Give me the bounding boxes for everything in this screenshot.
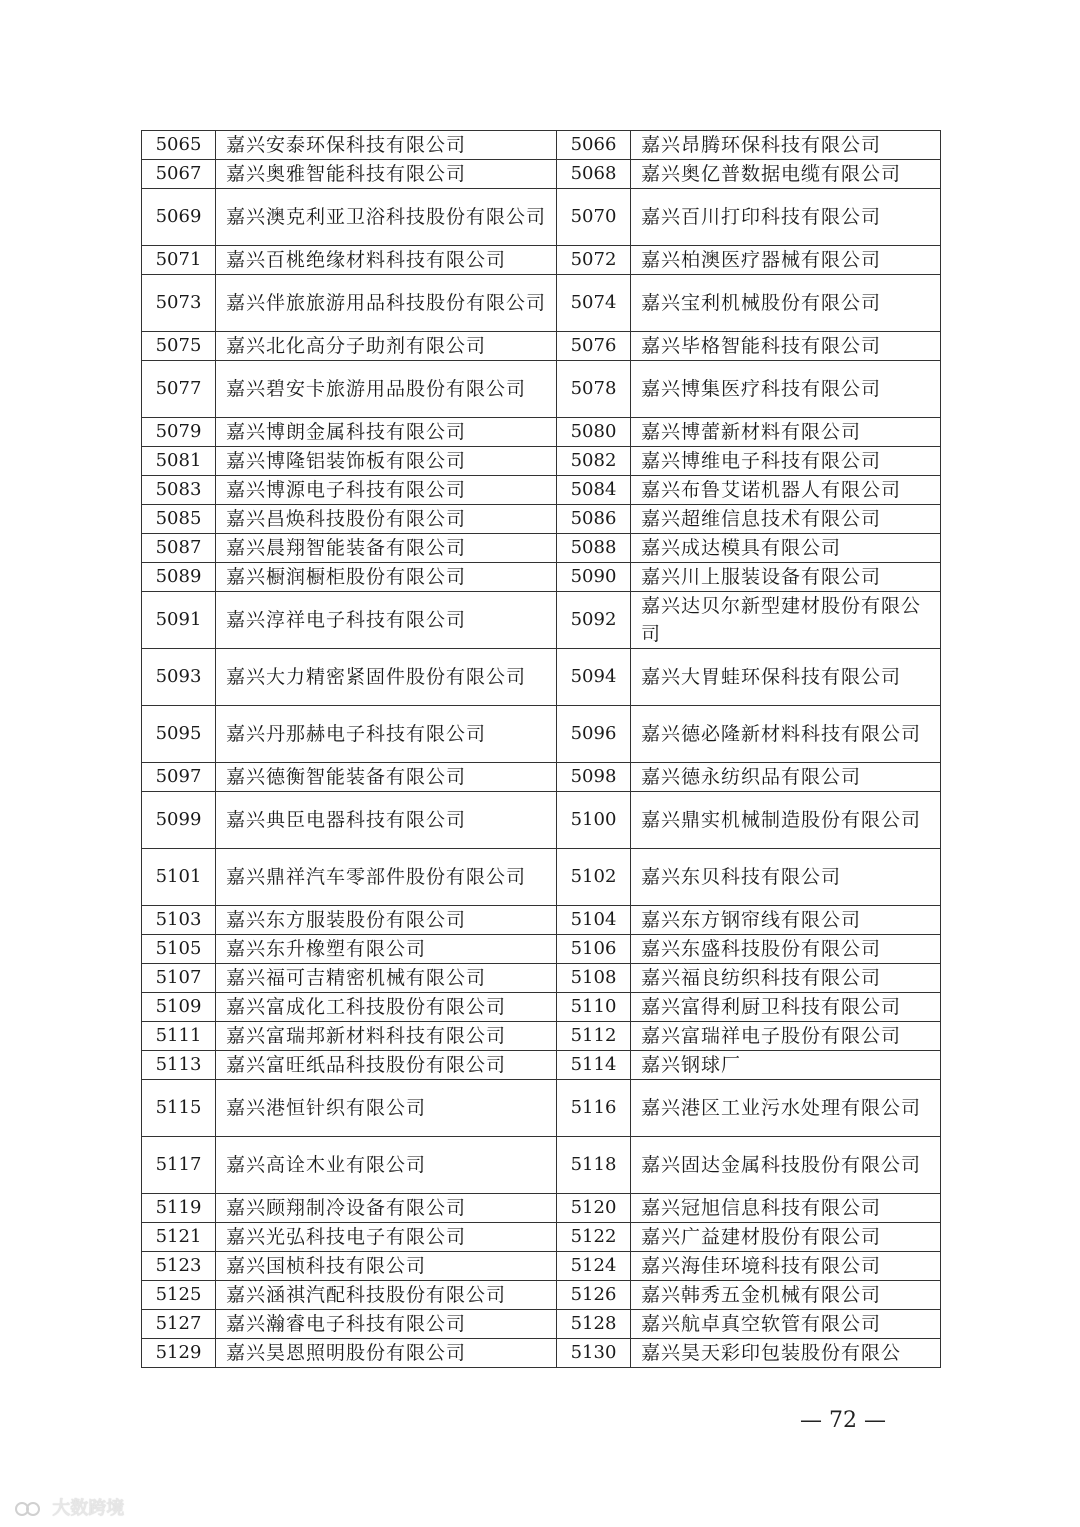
company-name: 嘉兴淳祥电子科技有限公司 xyxy=(216,592,557,649)
row-number: 5078 xyxy=(557,361,631,418)
company-name: 嘉兴光弘科技电子有限公司 xyxy=(216,1223,557,1252)
row-number: 5115 xyxy=(142,1080,216,1137)
table-row xyxy=(142,1310,941,1339)
row-number: 5114 xyxy=(557,1051,631,1080)
row-number: 5113 xyxy=(142,1051,216,1080)
row-number: 5074 xyxy=(557,275,631,332)
row-number: 5101 xyxy=(142,849,216,906)
table-row xyxy=(142,1194,941,1223)
table-row xyxy=(142,1022,941,1051)
row-number: 5068 xyxy=(557,160,631,189)
table-row xyxy=(142,649,941,706)
table-row xyxy=(142,131,941,160)
row-number: 5085 xyxy=(142,505,216,534)
company-name: 嘉兴大胃蛙环保科技有限公司 xyxy=(631,649,941,706)
watermark xyxy=(14,1494,124,1520)
company-name: 嘉兴北化高分子助剂有限公司 xyxy=(216,332,557,361)
company-name: 嘉兴顾翔制冷设备有限公司 xyxy=(216,1194,557,1223)
row-number: 5067 xyxy=(142,160,216,189)
company-name: 嘉兴海佳环境科技有限公司 xyxy=(631,1252,941,1281)
company-name: 嘉兴典臣电器科技有限公司 xyxy=(216,792,557,849)
table-row xyxy=(142,1051,941,1080)
row-number: 5117 xyxy=(142,1137,216,1194)
watermark-logo-icon xyxy=(14,1500,42,1518)
row-number: 5091 xyxy=(142,592,216,649)
row-number: 5129 xyxy=(142,1339,216,1368)
row-number: 5125 xyxy=(142,1281,216,1310)
row-number: 5089 xyxy=(142,563,216,592)
row-number: 5098 xyxy=(557,763,631,792)
row-number: 5065 xyxy=(142,131,216,160)
table-row xyxy=(142,534,941,563)
row-number: 5082 xyxy=(557,447,631,476)
company-name: 嘉兴丹那赫电子科技有限公司 xyxy=(216,706,557,763)
company-name: 嘉兴博维电子科技有限公司 xyxy=(631,447,941,476)
table-row xyxy=(142,964,941,993)
row-number: 5081 xyxy=(142,447,216,476)
row-number: 5087 xyxy=(142,534,216,563)
company-name: 嘉兴大力精密紧固件股份有限公司 xyxy=(216,649,557,706)
row-number: 5122 xyxy=(557,1223,631,1252)
company-name: 嘉兴博集医疗科技有限公司 xyxy=(631,361,941,418)
company-name: 嘉兴涵祺汽配科技股份有限公司 xyxy=(216,1281,557,1310)
row-number: 5075 xyxy=(142,332,216,361)
row-number: 5084 xyxy=(557,476,631,505)
row-number: 5092 xyxy=(557,592,631,649)
row-number: 5105 xyxy=(142,935,216,964)
row-number: 5095 xyxy=(142,706,216,763)
company-name: 嘉兴高诠木业有限公司 xyxy=(216,1137,557,1194)
company-name: 嘉兴富旺纸品科技股份有限公司 xyxy=(216,1051,557,1080)
row-number: 5109 xyxy=(142,993,216,1022)
company-name: 嘉兴德永纺织品有限公司 xyxy=(631,763,941,792)
company-name: 嘉兴东升橡塑有限公司 xyxy=(216,935,557,964)
table-row xyxy=(142,476,941,505)
row-number: 5076 xyxy=(557,332,631,361)
row-number: 5123 xyxy=(142,1252,216,1281)
row-number: 5070 xyxy=(557,189,631,246)
company-name: 嘉兴安泰环保科技有限公司 xyxy=(216,131,557,160)
company-table xyxy=(141,130,941,1368)
table-row xyxy=(142,418,941,447)
row-number: 5083 xyxy=(142,476,216,505)
table-row xyxy=(142,1137,941,1194)
company-name: 嘉兴德衡智能装备有限公司 xyxy=(216,763,557,792)
company-name: 嘉兴橱润橱柜股份有限公司 xyxy=(216,563,557,592)
company-name: 嘉兴东方服装股份有限公司 xyxy=(216,906,557,935)
row-number: 5103 xyxy=(142,906,216,935)
company-name: 嘉兴达贝尔新型建材股份有限公司 xyxy=(631,592,941,649)
table-row xyxy=(142,993,941,1022)
company-name: 嘉兴毕格智能科技有限公司 xyxy=(631,332,941,361)
table-row xyxy=(142,361,941,418)
row-number: 5079 xyxy=(142,418,216,447)
table-row xyxy=(142,849,941,906)
table-row xyxy=(142,1281,941,1310)
table-row xyxy=(142,706,941,763)
company-name: 嘉兴博隆铝装饰板有限公司 xyxy=(216,447,557,476)
watermark-text: 大数跨境 xyxy=(52,1498,125,1519)
company-name: 嘉兴东盛科技股份有限公司 xyxy=(631,935,941,964)
company-name: 嘉兴富得利厨卫科技有限公司 xyxy=(631,993,941,1022)
company-name: 嘉兴鼎实机械制造股份有限公司 xyxy=(631,792,941,849)
company-name: 嘉兴奥亿普数据电缆有限公司 xyxy=(631,160,941,189)
row-number: 5077 xyxy=(142,361,216,418)
row-number: 5080 xyxy=(557,418,631,447)
row-number: 5097 xyxy=(142,763,216,792)
table-row xyxy=(142,246,941,275)
company-name: 嘉兴富瑞祥电子股份有限公司 xyxy=(631,1022,941,1051)
company-name: 嘉兴东方钢帘线有限公司 xyxy=(631,906,941,935)
row-number: 5119 xyxy=(142,1194,216,1223)
table-row xyxy=(142,592,941,649)
row-number: 5124 xyxy=(557,1252,631,1281)
row-number: 5126 xyxy=(557,1281,631,1310)
row-number: 5106 xyxy=(557,935,631,964)
company-name: 嘉兴富瑞邦新材料科技有限公司 xyxy=(216,1022,557,1051)
table-row xyxy=(142,906,941,935)
row-number: 5072 xyxy=(557,246,631,275)
company-name: 嘉兴川上服装设备有限公司 xyxy=(631,563,941,592)
company-name: 嘉兴福良纺织科技有限公司 xyxy=(631,964,941,993)
company-name: 嘉兴鼎祥汽车零部件股份有限公司 xyxy=(216,849,557,906)
row-number: 5121 xyxy=(142,1223,216,1252)
company-name: 嘉兴宝利机械股份有限公司 xyxy=(631,275,941,332)
company-name: 嘉兴昊恩照明股份有限公司 xyxy=(216,1339,557,1368)
table-row xyxy=(142,505,941,534)
row-number: 5112 xyxy=(557,1022,631,1051)
table-row xyxy=(142,935,941,964)
company-name: 嘉兴广益建材股份有限公司 xyxy=(631,1223,941,1252)
company-name: 嘉兴德必隆新材料科技有限公司 xyxy=(631,706,941,763)
row-number: 5093 xyxy=(142,649,216,706)
table-row xyxy=(142,792,941,849)
row-number: 5127 xyxy=(142,1310,216,1339)
row-number: 5118 xyxy=(557,1137,631,1194)
company-name: 嘉兴福可吉精密机械有限公司 xyxy=(216,964,557,993)
row-number: 5090 xyxy=(557,563,631,592)
company-name: 嘉兴国桢科技有限公司 xyxy=(216,1252,557,1281)
row-number: 5066 xyxy=(557,131,631,160)
table-row xyxy=(142,275,941,332)
row-number: 5102 xyxy=(557,849,631,906)
row-number: 5069 xyxy=(142,189,216,246)
table-row xyxy=(142,1252,941,1281)
row-number: 5096 xyxy=(557,706,631,763)
company-name: 嘉兴昂腾环保科技有限公司 xyxy=(631,131,941,160)
row-number: 5116 xyxy=(557,1080,631,1137)
company-name: 嘉兴成达模具有限公司 xyxy=(631,534,941,563)
table-row xyxy=(142,563,941,592)
company-name: 嘉兴博朗金属科技有限公司 xyxy=(216,418,557,447)
row-number: 5110 xyxy=(557,993,631,1022)
row-number: 5088 xyxy=(557,534,631,563)
row-number: 5104 xyxy=(557,906,631,935)
company-name: 嘉兴钢球厂 xyxy=(631,1051,941,1080)
row-number: 5107 xyxy=(142,964,216,993)
company-name: 嘉兴港恒针织有限公司 xyxy=(216,1080,557,1137)
company-name: 嘉兴昊天彩印包装股份有限公 xyxy=(631,1339,941,1368)
row-number: 5128 xyxy=(557,1310,631,1339)
company-name: 嘉兴柏澳医疗器械有限公司 xyxy=(631,246,941,275)
company-name: 嘉兴博蕾新材料有限公司 xyxy=(631,418,941,447)
table-row xyxy=(142,447,941,476)
company-name: 嘉兴布鲁艾诺机器人有限公司 xyxy=(631,476,941,505)
company-name: 嘉兴港区工业污水处理有限公司 xyxy=(631,1080,941,1137)
company-name: 嘉兴碧安卡旅游用品股份有限公司 xyxy=(216,361,557,418)
table-row xyxy=(142,763,941,792)
table-row xyxy=(142,1339,941,1368)
company-name: 嘉兴瀚睿电子科技有限公司 xyxy=(216,1310,557,1339)
row-number: 5073 xyxy=(142,275,216,332)
row-number: 5120 xyxy=(557,1194,631,1223)
row-number: 5071 xyxy=(142,246,216,275)
company-name: 嘉兴航卓真空软管有限公司 xyxy=(631,1310,941,1339)
company-name: 嘉兴冠旭信息科技有限公司 xyxy=(631,1194,941,1223)
table-row xyxy=(142,189,941,246)
row-number: 5099 xyxy=(142,792,216,849)
company-name: 嘉兴博源电子科技有限公司 xyxy=(216,476,557,505)
company-name: 嘉兴百桃绝缘材料科技有限公司 xyxy=(216,246,557,275)
row-number: 5094 xyxy=(557,649,631,706)
company-name: 嘉兴晨翔智能装备有限公司 xyxy=(216,534,557,563)
row-number: 5086 xyxy=(557,505,631,534)
company-name: 嘉兴韩秀五金机械有限公司 xyxy=(631,1281,941,1310)
company-name: 嘉兴百川打印科技有限公司 xyxy=(631,189,941,246)
table-row xyxy=(142,332,941,361)
company-name: 嘉兴澳克利亚卫浴科技股份有限公司 xyxy=(216,189,557,246)
page-number: — 72 — xyxy=(800,1408,886,1433)
row-number: 5130 xyxy=(557,1339,631,1368)
table-row xyxy=(142,160,941,189)
company-name: 嘉兴奥雅智能科技有限公司 xyxy=(216,160,557,189)
company-name: 嘉兴东贝科技有限公司 xyxy=(631,849,941,906)
company-name: 嘉兴伴旅旅游用品科技股份有限公司 xyxy=(216,275,557,332)
company-name: 嘉兴富成化工科技股份有限公司 xyxy=(216,993,557,1022)
company-name: 嘉兴固达金属科技股份有限公司 xyxy=(631,1137,941,1194)
row-number: 5108 xyxy=(557,964,631,993)
company-name: 嘉兴超维信息技术有限公司 xyxy=(631,505,941,534)
row-number: 5111 xyxy=(142,1022,216,1051)
row-number: 5100 xyxy=(557,792,631,849)
table-row xyxy=(142,1080,941,1137)
company-name: 嘉兴昌焕科技股份有限公司 xyxy=(216,505,557,534)
table-row xyxy=(142,1223,941,1252)
